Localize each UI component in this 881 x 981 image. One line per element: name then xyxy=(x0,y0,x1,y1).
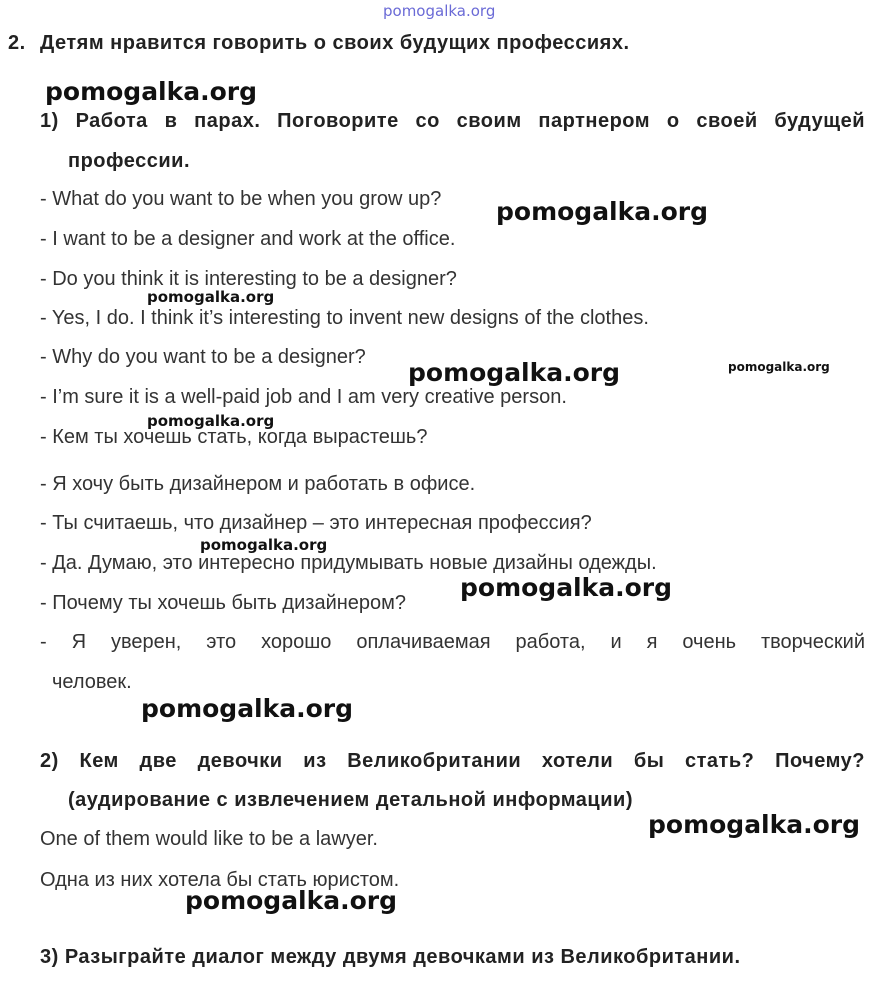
dialogue-line: - Почему ты хочешь быть дизайнером? xyxy=(40,592,407,614)
watermark: pomogalka.org xyxy=(141,694,354,723)
dialogue-line: - Я уверен, это хорошо оплачиваемая работа, и я очень творческий xyxy=(40,631,865,653)
dialogue-line: - Я хочу быть дизайнером и работать в офисе. xyxy=(40,473,476,495)
dialogue-line: - I’m sure it is a well-paid job and I am very creative person. xyxy=(40,386,567,408)
part1-heading: 1) Работа в парах. Поговорите со своим партнером о своей будущей xyxy=(40,110,865,132)
dialogue-line: - Do you think it is interesting to be a designer? xyxy=(40,268,457,290)
dialogue-line: - What do you want to be when you grow up? xyxy=(40,188,442,210)
dialogue-line: - Ты считаешь, что дизайнер – это интересная профессия? xyxy=(40,512,592,534)
watermark: pomogalka.org xyxy=(460,573,673,602)
part2-heading-cont: (аудирование с извлечением детальной информации) xyxy=(68,789,633,811)
top-watermark: pomogalka.org xyxy=(383,2,496,20)
watermark: pomogalka.org xyxy=(496,197,709,226)
answer-english: One of them would like to be a lawyer. xyxy=(40,828,378,850)
dialogue-line: - I want to be a designer and work at the office. xyxy=(40,228,456,250)
dialogue-line: - Why do you want to be a designer? xyxy=(40,346,366,368)
watermark: pomogalka.org xyxy=(185,886,398,915)
answer-russian: Одна из них хотела бы стать юристом. xyxy=(40,869,400,891)
watermark: pomogalka.org xyxy=(728,360,830,374)
watermark: pomogalka.org xyxy=(408,358,621,387)
part1-heading-cont: профессии. xyxy=(68,150,191,172)
watermark: pomogalka.org xyxy=(45,77,258,106)
part3-heading: 3) Разыграйте диалог между двумя девочками из Великобритании. xyxy=(40,946,741,968)
dialogue-line: - Yes, I do. I think it’s interesting to invent new designs of the clothes. xyxy=(40,307,649,329)
watermark: pomogalka.org xyxy=(200,536,328,554)
watermark: pomogalka.org xyxy=(147,288,275,306)
dialogue-line: - Кем ты хочешь стать, когда вырастешь? xyxy=(40,426,428,448)
part2-heading: 2) Кем две девочки из Великобритании хотели бы стать? Почему? xyxy=(40,750,865,772)
watermark: pomogalka.org xyxy=(648,810,861,839)
watermark: pomogalka.org xyxy=(147,412,275,430)
dialogue-line-cont: человек. xyxy=(52,671,132,693)
task-title: Детям нравится говорить о своих будущих профессиях. xyxy=(40,32,630,54)
dialogue-line: - Да. Думаю, это интересно придумывать новые дизайны одежды. xyxy=(40,552,657,574)
task-number: 2. xyxy=(8,32,26,54)
